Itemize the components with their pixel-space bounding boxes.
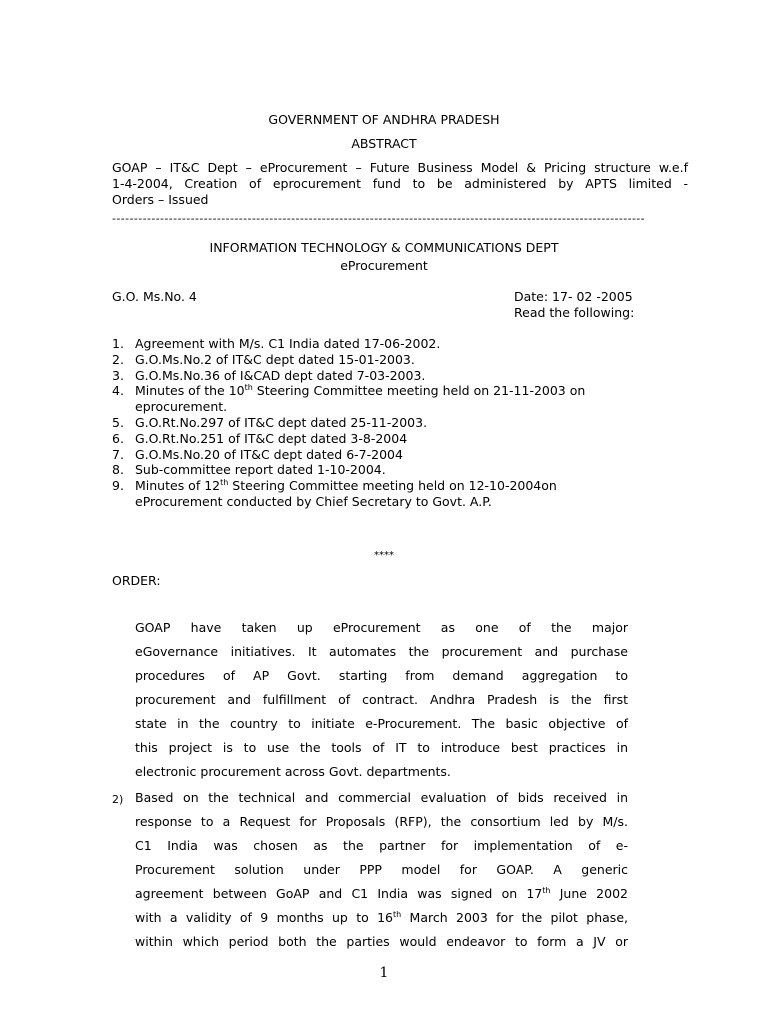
government-heading: GOVERNMENT OF ANDHRA PRADESH (268, 112, 500, 127)
reference-item (112, 447, 672, 463)
line-text-end: June 2002 (550, 886, 628, 901)
reference-text: Agreement with M/s. C1 India dated 17-06-2002. (135, 336, 441, 351)
reference-number: 5. (112, 414, 124, 430)
reference-item (112, 368, 672, 384)
reference-item (112, 431, 672, 447)
paragraph-line (135, 906, 628, 930)
paragraph-line: procedures of AP Govt. starting from demand aggregation to (135, 668, 628, 683)
read-following-label: Read the following: (514, 305, 635, 320)
ordinal-suffix: th (393, 909, 402, 919)
paragraph-line: procurement and fulfillment of contract. Andhra Pradesh is the first (135, 692, 628, 707)
reference-number: 3. (112, 367, 124, 383)
reference-item (112, 462, 672, 478)
reference-text: G.O.Ms.No.20 of IT&C dept dated 6-7-2004 (135, 446, 403, 462)
subject-line: 1-4-2004, Creation of eprocurement fund to be administered by APTS limited - (112, 176, 688, 191)
reference-text-start: Minutes of the 10 (135, 383, 245, 399)
department-heading: INFORMATION TECHNOLOGY & COMMUNICATIONS DEPT (209, 240, 559, 255)
department-subheading: eProcurement (340, 258, 428, 273)
reference-text-end: Steering Committee meeting held on 21-11-2003 on (252, 383, 586, 399)
reference-item (112, 383, 672, 415)
paragraph-line: state in the country to initiate e-Procurement. The basic objective of (135, 716, 628, 731)
reference-number: 4. (112, 383, 124, 399)
order-paragraph-2 (135, 786, 628, 954)
paragraph-line: electronic procurement across Govt. departments. (135, 764, 451, 779)
reference-continuation: eProcurement conducted by Chief Secretary to Govt. A.P. (135, 493, 492, 509)
line-text-start: with a validity of 9 months up to 16 (135, 910, 393, 925)
separator-line: -------------------------------------------------------------------------------------------------------------------------- (112, 212, 646, 225)
reference-number: 2. (112, 351, 124, 367)
paragraph-line: response to a Request for Proposals (RFP), the consortium led by M/s. (135, 814, 628, 829)
paragraph-line: this project is to use the tools of IT to introduce best practices in (135, 740, 628, 755)
reference-text: Sub-committee report dated 1-10-2004. (135, 462, 386, 478)
reference-number: 8. (112, 462, 124, 478)
subject-line: GOAP – IT&C Dept – eProcurement – Future Business Model & Pricing structure w.e.f (112, 160, 688, 175)
reference-number: 9. (112, 478, 124, 494)
reference-text-end: Steering Committee meeting held on 12-10-2004on (228, 478, 557, 494)
paragraph-line (135, 882, 628, 906)
reference-item (112, 478, 672, 510)
paragraph-line: Based on the technical and commercial evaluation of bids received in (135, 790, 628, 805)
reference-text-start: Minutes of 12 (135, 478, 221, 494)
reference-item (112, 352, 672, 368)
reference-item (112, 415, 672, 431)
reference-number: 1. (112, 336, 124, 351)
paragraph-number: 2) (112, 793, 124, 806)
reference-text: G.O.Ms.No.2 of IT&C dept dated 15-01-2003. (135, 351, 415, 367)
subject-line: Orders – Issued (112, 192, 209, 207)
ordinal-suffix: th (542, 885, 551, 895)
go-number: G.O. Ms.No. 4 (112, 289, 197, 304)
paragraph-line: C1 India was chosen as the partner for implementation of e- (135, 838, 628, 853)
section-divider-stars: **** (374, 550, 394, 561)
reference-continuation: eprocurement. (135, 399, 228, 415)
paragraph-line: within which period both the parties would endeavor to form a JV or (135, 934, 628, 949)
abstract-heading: ABSTRACT (351, 136, 417, 151)
reference-item (112, 336, 672, 352)
reference-text: G.O.Rt.No.297 of IT&C dept dated 25-11-2003. (135, 414, 428, 430)
ordinal-suffix: th (220, 478, 229, 488)
order-heading: ORDER: (112, 573, 161, 588)
paragraph-line: GOAP have taken up eProcurement as one of the major (135, 620, 628, 635)
reference-number: 6. (112, 430, 124, 446)
order-date: Date: 17- 02 -2005 (514, 289, 633, 304)
line-text-start: agreement between GoAP and C1 India was signed on 17 (135, 886, 543, 901)
paragraph-line: eGovernance initiatives. It automates the procurement and purchase (135, 644, 628, 659)
page-number: 1 (379, 965, 389, 981)
reference-text: G.O.Ms.No.36 of I&CAD dept dated 7-03-2003. (135, 367, 426, 383)
reference-number: 7. (112, 446, 124, 462)
ordinal-suffix: th (244, 383, 253, 393)
reference-text: G.O.Rt.No.251 of IT&C dept dated 3-8-2004 (135, 430, 408, 446)
subject-block (112, 160, 688, 208)
paragraph-line: Procurement solution under PPP model for GOAP. A generic (135, 862, 628, 877)
references-list (112, 336, 672, 510)
line-text-end: March 2003 for the pilot phase, (401, 910, 628, 925)
order-paragraph-1 (135, 616, 628, 784)
